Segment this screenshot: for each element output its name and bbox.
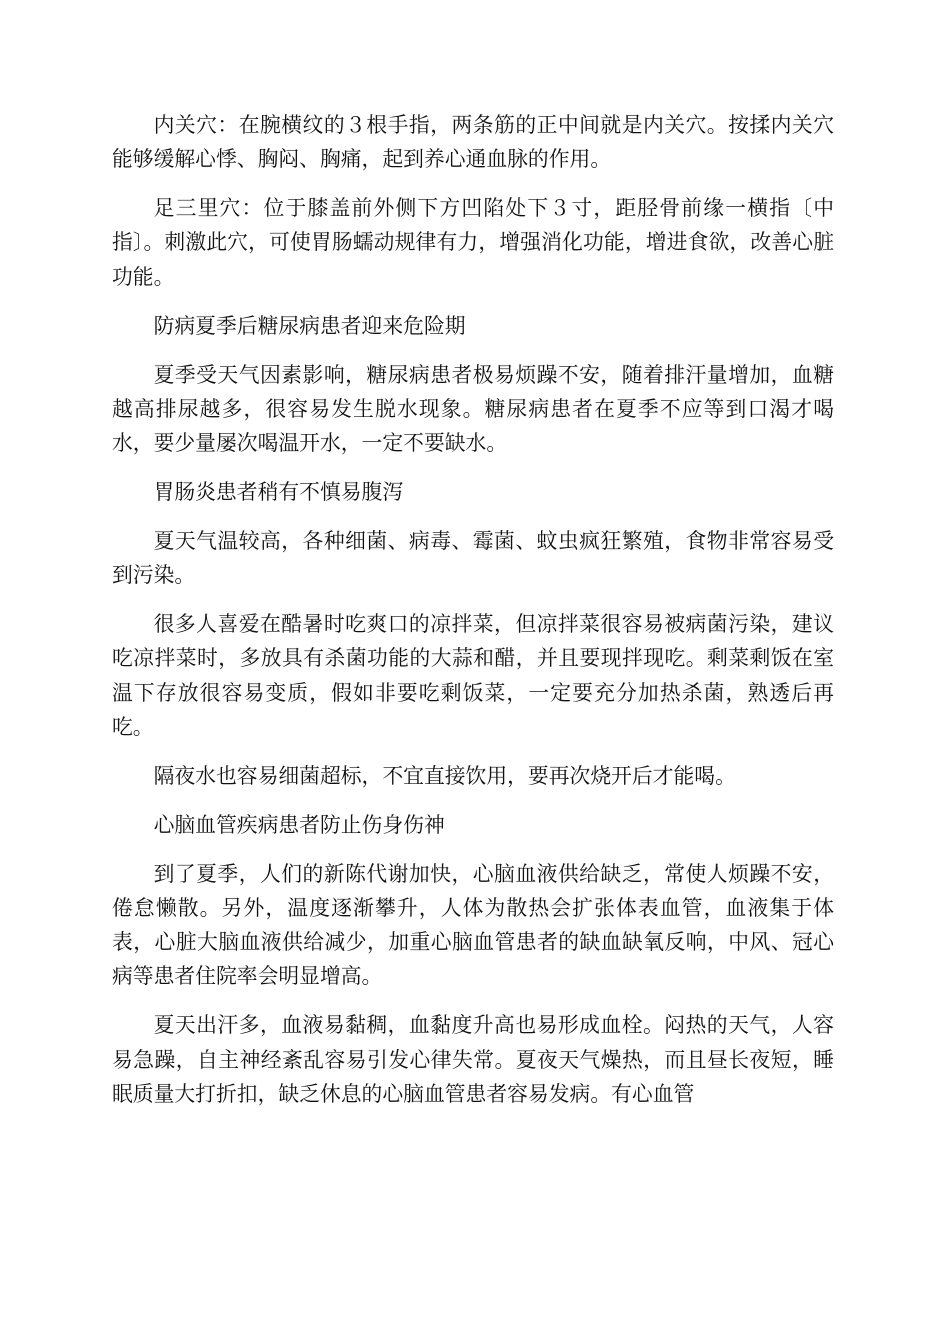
section-heading-cardiovascular: 心脑血管疾病患者防止伤身伤神 [153, 812, 445, 837]
paragraph-neiguan: 内关穴：在腕横纹的３根手指，两条筋的正中间就是内关穴。按揉内关穴能够缓解心悸、胸闷、胸痛，起到养心通血脉的作用。 [112, 113, 834, 172]
paragraph-summer-metabolism: 到了夏季，人们的新陈代谢加快，心脑血液供给缺乏，常使人烦躁不安，倦怠懒散。另外，温度逐渐攀升，人体为散热会扩张体表血管，血液集于体表，心脏大脑血液供给减少，加重心脑血管患者的缺血缺氧反响，中风、冠心病等患者住院率会明显增高。 [112, 861, 834, 989]
paragraph-diabetes: 夏季受天气因素影响，糖尿病患者极易烦躁不安，随着排汗量增加，血糖越高排尿越多，很容易发生脱水现象。糖尿病患者在夏季不应等到口渴才喝水，要少量屡次喝温开水，一定不要缺水。 [112, 362, 834, 456]
paragraph-bacteria: 夏天气温较高，各种细菌、病毒、霉菌、蚊虫疯狂繁殖，食物非常容易受到污染。 [112, 529, 834, 588]
paragraph-blood-viscosity: 夏天出汗多，血液易黏稠，血黏度升高也易形成血栓。闷热的天气，人容易急躁，自主神经紊乱容易引发心律失常。夏夜天气燥热，而且昼长夜短，睡眠质量大打折扣，缺乏休息的心脑血管患者容易发病。有心血管 [112, 1013, 834, 1106]
paragraph-cold-dishes: 很多人喜爱在酷暑时吃爽口的凉拌菜，但凉拌菜很容易被病菌污染，建议吃凉拌菜时，多放具有杀菌功能的大蒜和醋，并且要现拌现吃。剩菜剩饭在室温下存放很容易变质，假如非要吃剩饭菜，一定要充分加热杀菌，熟透后再吃。 [112, 612, 834, 739]
document-page [112, 108, 834, 1126]
section-heading-diabetes: 防病夏季后糖尿病患者迎来危险期 [153, 313, 466, 338]
section-heading-gastroenteritis: 胃肠炎患者稍有不慎易腹泻 [153, 480, 404, 505]
paragraph-zusanli: 足三里穴：位于膝盖前外侧下方凹陷处下３寸，距胫骨前缘一横指〔中指〕。刺激此穴，可使胃肠蠕动规律有力，增强消化功能，增进食欲，改善心脏功能。 [112, 196, 834, 289]
paragraph-overnight-water: 隔夜水也容易细菌超标，不宜直接饮用，要再次烧开后才能喝。 [153, 763, 736, 788]
